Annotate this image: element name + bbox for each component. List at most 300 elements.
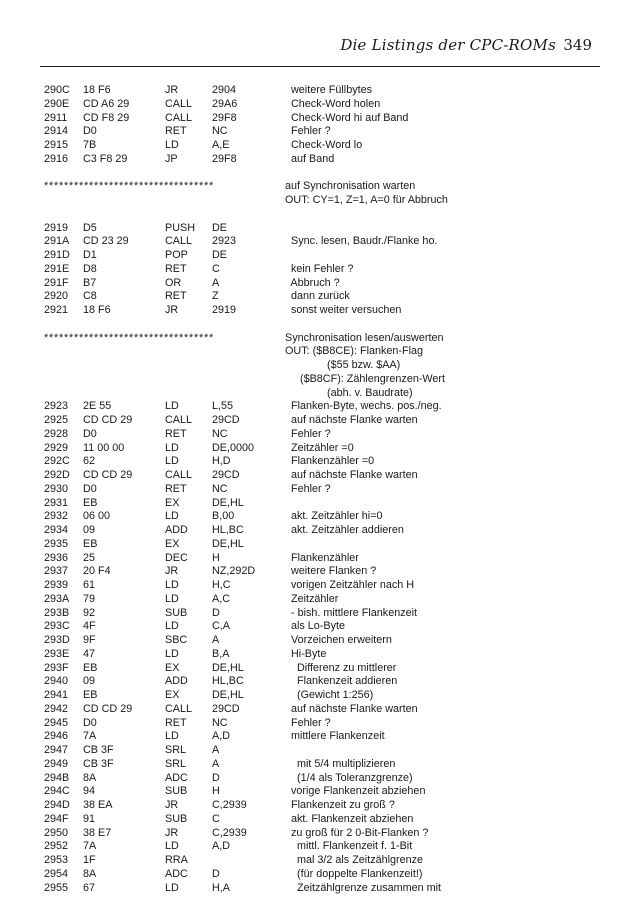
opcode-bytes: EB: [83, 689, 98, 701]
address: 2934: [44, 524, 69, 536]
opcode-bytes: 91: [83, 812, 96, 825]
opcode-bytes: CD CD 29: [83, 702, 133, 715]
opcode-bytes: CD CD 29: [83, 414, 133, 426]
mnemonic: LD: [165, 730, 179, 743]
address: 2947: [44, 744, 69, 756]
listing-row: [0, 648, 630, 662]
opcode-bytes: B7: [83, 276, 97, 289]
operand: DE,0000: [212, 441, 255, 454]
comment: dann zurück: [285, 290, 350, 303]
comment: Check-Word hi auf Band: [285, 111, 409, 124]
address: 2932: [44, 510, 69, 523]
operand: D: [212, 867, 220, 880]
mnemonic: LD: [165, 579, 179, 591]
address: 294B: [44, 771, 70, 784]
operand: 2904: [212, 84, 237, 96]
opcode-bytes: 11 00 00: [83, 441, 125, 454]
operand: DE: [212, 249, 227, 261]
listing-row: [0, 497, 630, 511]
address: 290C: [44, 84, 70, 96]
address: 2931: [44, 496, 69, 509]
address: 293A: [44, 592, 70, 605]
listing-row: [0, 98, 630, 112]
listing-row: [0, 634, 630, 648]
mnemonic: DEC: [165, 551, 188, 564]
comment: vorige Flankenzeit abziehen: [285, 785, 426, 798]
comment: zu groß für 2 0-Bit-Flanken ?: [285, 826, 429, 839]
address: 294F: [44, 812, 69, 825]
opcode-bytes: 2E 55: [83, 400, 112, 413]
listing-row: [0, 373, 630, 387]
listing-row: [0, 882, 630, 896]
listing-row: [0, 662, 630, 676]
opcode-bytes: 7B: [83, 139, 97, 151]
opcode-bytes: CB 3F: [83, 744, 114, 756]
header-rule: [40, 66, 600, 67]
listing-row: [0, 208, 630, 222]
mnemonic: RET: [165, 482, 187, 495]
listing-row: [0, 675, 630, 689]
mnemonic: SRL: [165, 744, 187, 756]
address: 293D: [44, 634, 70, 646]
address: 2930: [44, 482, 69, 495]
mnemonic: RET: [165, 716, 187, 729]
mnemonic: SUB: [165, 606, 188, 619]
mnemonic: CALL: [165, 97, 193, 110]
operand: DE: [212, 221, 227, 234]
mnemonic: RET: [165, 290, 187, 303]
listing-row: [0, 112, 630, 126]
comment: vorigen Zeitzähler nach H: [285, 579, 415, 591]
operand: D: [212, 606, 220, 619]
comment: Vorzeichen erweitern: [285, 634, 392, 646]
comment: OUT: ($B8CE): Flanken-Flag: [285, 345, 424, 358]
comment: Zeitzähler: [285, 592, 339, 605]
opcode-bytes: EB: [83, 661, 98, 674]
comment: auf Synchronisation warten: [285, 180, 416, 193]
opcode-bytes: 79: [83, 592, 96, 605]
opcode-bytes: 4F: [83, 620, 96, 633]
opcode-bytes: 94: [83, 785, 96, 798]
mnemonic: EX: [165, 661, 180, 674]
operand: NC: [212, 482, 228, 495]
listing-row: [0, 483, 630, 497]
address: 2929: [44, 441, 69, 454]
comment: mittlere Flankenzeit: [285, 730, 385, 743]
address: 294D: [44, 799, 70, 811]
address: 2939: [44, 579, 69, 591]
section-separator-row: [0, 180, 630, 194]
operand: A,D: [212, 730, 230, 743]
address: 2950: [44, 826, 69, 839]
operand: A: [212, 757, 220, 770]
mnemonic: PUSH: [165, 221, 195, 234]
comment: kein Fehler ?: [285, 262, 354, 275]
comment: auf nächste Flanke warten: [285, 702, 418, 715]
listing-row: [0, 222, 630, 236]
listing-row: [0, 758, 630, 772]
opcode-bytes: D8: [83, 262, 97, 275]
opcode-bytes: 09: [83, 675, 96, 688]
mnemonic: JR: [165, 304, 179, 316]
mnemonic: SUB: [165, 812, 188, 825]
opcode-bytes: C3 F8 29: [83, 152, 128, 165]
listing-row: [0, 827, 630, 841]
address: 292C: [44, 455, 70, 468]
opcode-bytes: 7A: [83, 730, 97, 743]
mnemonic: LD: [165, 139, 179, 151]
address: 291D: [44, 249, 70, 261]
address: 2914: [44, 125, 69, 138]
listing-row: [0, 703, 630, 717]
separator-stars: **********************************: [44, 331, 215, 344]
address: 2952: [44, 840, 69, 853]
operand: NC: [212, 716, 228, 729]
operand: 2919: [212, 304, 237, 316]
opcode-bytes: D0: [83, 427, 97, 440]
address: 2949: [44, 757, 69, 770]
opcode-bytes: D0: [83, 716, 97, 729]
operand: HL,BC: [212, 524, 244, 536]
listing-row: [0, 153, 630, 167]
listing-row: [0, 840, 630, 854]
address: 291E: [44, 262, 70, 275]
operand: NZ,292D: [212, 565, 256, 578]
comment: auf Band: [285, 152, 335, 165]
assembly-listing: [0, 84, 630, 895]
operand: DE,HL: [212, 496, 244, 509]
opcode-bytes: D1: [83, 249, 97, 261]
opcode-bytes: CD CD 29: [83, 469, 133, 481]
operand: 29A6: [212, 97, 238, 110]
operand: H,C: [212, 579, 231, 591]
listing-row: [0, 139, 630, 153]
mnemonic: LD: [165, 400, 179, 413]
address: 2919: [44, 221, 69, 234]
operand: NC: [212, 125, 228, 138]
listing-row: [0, 263, 630, 277]
operand: 29CD: [212, 469, 240, 481]
mnemonic: SBC: [165, 634, 188, 646]
address: 2915: [44, 139, 69, 151]
mnemonic: RET: [165, 262, 187, 275]
mnemonic: RET: [165, 427, 187, 440]
listing-row: [0, 125, 630, 139]
mnemonic: JP: [165, 152, 178, 165]
comment: (1/4 als Toleranzgrenze): [285, 771, 413, 784]
address: 290E: [44, 97, 70, 110]
opcode-bytes: 61: [83, 579, 96, 591]
operand: C,A: [212, 620, 230, 633]
operand: 2923: [212, 235, 237, 248]
comment: Sync. lesen, Baudr./Flanke ho.: [285, 235, 438, 248]
opcode-bytes: 38 EA: [83, 799, 113, 811]
comment: Fehler ?: [285, 482, 331, 495]
comment: Flankenzeit zu groß ?: [285, 799, 395, 811]
opcode-bytes: 7A: [83, 840, 97, 853]
address: 2935: [44, 537, 69, 550]
mnemonic: POP: [165, 249, 188, 261]
operand: H: [212, 551, 220, 564]
opcode-bytes: 8A: [83, 771, 97, 784]
mnemonic: ADD: [165, 675, 188, 688]
comment: - bish. mittlere Flankenzeit: [285, 606, 418, 619]
page-header-title: Die Listings der CPC-ROMs: [340, 36, 556, 54]
operand: DE,HL: [212, 661, 244, 674]
listing-row: [0, 428, 630, 442]
listing-row: [0, 277, 630, 291]
mnemonic: JR: [165, 565, 179, 578]
listing-row: [0, 579, 630, 593]
comment: sonst weiter versuchen: [285, 304, 402, 316]
operand: 29F8: [212, 111, 237, 124]
comment: ($B8CF): Zählengrenzen-Wert: [285, 372, 446, 385]
opcode-bytes: D5: [83, 221, 97, 234]
listing-row: [0, 167, 630, 181]
mnemonic: JR: [165, 799, 179, 811]
comment: auf nächste Flanke warten: [285, 414, 418, 426]
comment: Zeitzählgrenze zusammen mit: [285, 881, 442, 894]
address: 292D: [44, 469, 70, 481]
listing-row: [0, 524, 630, 538]
listing-row: [0, 469, 630, 483]
operand: A,C: [212, 592, 230, 605]
listing-row: [0, 359, 630, 373]
operand: 29CD: [212, 702, 240, 715]
address: 2923: [44, 400, 69, 413]
mnemonic: JR: [165, 826, 179, 839]
listing-row: [0, 455, 630, 469]
comment: Flankenzeit addieren: [285, 675, 398, 688]
listing-row: [0, 290, 630, 304]
operand: C: [212, 812, 220, 825]
comment: mit 5/4 multiplizieren: [285, 757, 396, 770]
opcode-bytes: 09: [83, 524, 96, 536]
comment: Check-Word holen: [285, 97, 381, 110]
operand: C,2939: [212, 799, 247, 811]
listing-row: [0, 442, 630, 456]
mnemonic: LD: [165, 881, 179, 894]
operand: B,A: [212, 647, 230, 660]
address: 2928: [44, 427, 69, 440]
comment: weitere Flanken ?: [285, 565, 377, 578]
listing-row: [0, 744, 630, 758]
mnemonic: OR: [165, 276, 182, 289]
listing-row: [0, 689, 630, 703]
comment: akt. Zeitzähler hi=0: [285, 510, 383, 523]
opcode-bytes: CD A6 29: [83, 97, 130, 110]
comment: Zeitzähler =0: [285, 441, 354, 454]
listing-row: [0, 730, 630, 744]
address: 2953: [44, 854, 69, 866]
opcode-bytes: 92: [83, 606, 96, 619]
address: 2916: [44, 152, 69, 165]
listing-row: [0, 345, 630, 359]
address: 2940: [44, 675, 69, 688]
listing-row: [0, 84, 630, 98]
listing-row: [0, 538, 630, 552]
address: 2925: [44, 414, 69, 426]
comment: (abh. v. Baudrate): [285, 386, 413, 399]
listing-row: [0, 799, 630, 813]
listing-row: [0, 813, 630, 827]
listing-row: [0, 593, 630, 607]
address: 2942: [44, 702, 69, 715]
comment: weitere Füllbytes: [285, 84, 373, 96]
operand: C,2939: [212, 826, 247, 839]
comment: (Gewicht 1:256): [285, 689, 374, 701]
mnemonic: RET: [165, 125, 187, 138]
comment: Flankenzähler: [285, 551, 359, 564]
opcode-bytes: 06 00: [83, 510, 111, 523]
operand: DE,HL: [212, 689, 244, 701]
mnemonic: CALL: [165, 235, 193, 248]
comment: OUT: CY=1, Z=1, A=0 für Abbruch: [285, 194, 448, 206]
operand: A,E: [212, 139, 230, 151]
listing-row: [0, 235, 630, 249]
opcode-bytes: 8A: [83, 867, 97, 880]
comment: akt. Flankenzeit abziehen: [285, 812, 414, 825]
mnemonic: ADC: [165, 771, 188, 784]
opcode-bytes: 62: [83, 455, 96, 468]
address: 293E: [44, 647, 70, 660]
operand: A: [212, 744, 220, 756]
opcode-bytes: 20 F4: [83, 565, 111, 578]
listing-row: [0, 868, 630, 882]
opcode-bytes: D0: [83, 482, 97, 495]
mnemonic: ADC: [165, 867, 188, 880]
listing-row: [0, 249, 630, 263]
operand: A: [212, 276, 220, 289]
mnemonic: EX: [165, 689, 180, 701]
mnemonic: CALL: [165, 702, 193, 715]
listing-row: [0, 565, 630, 579]
comment: Fehler ?: [285, 125, 331, 138]
address: 291A: [44, 235, 70, 248]
address: 294C: [44, 785, 70, 798]
operand: B,00: [212, 510, 235, 523]
address: 2911: [44, 111, 68, 124]
listing-row: [0, 400, 630, 414]
mnemonic: SRL: [165, 757, 187, 770]
address: 293F: [44, 661, 69, 674]
operand: NC: [212, 427, 228, 440]
address: 2921: [44, 304, 69, 316]
operand: DE,HL: [212, 537, 244, 550]
mnemonic: LD: [165, 592, 179, 605]
mnemonic: LD: [165, 441, 179, 454]
comment: auf nächste Flanke warten: [285, 469, 418, 481]
comment: als Lo-Byte: [285, 620, 346, 633]
comment: Abbruch ?: [285, 276, 340, 289]
address: 2945: [44, 716, 69, 729]
address: 2937: [44, 565, 69, 578]
opcode-bytes: CD F8 29: [83, 111, 130, 124]
opcode-bytes: 18 F6: [83, 304, 111, 316]
opcode-bytes: EB: [83, 537, 98, 550]
address: 2954: [44, 867, 69, 880]
operand: D: [212, 771, 220, 784]
operand: A,D: [212, 840, 230, 853]
opcode-bytes: C8: [83, 290, 97, 303]
comment: (für doppelte Flankenzeit!): [285, 867, 423, 880]
opcode-bytes: 18 F6: [83, 84, 111, 96]
address: 2941: [44, 689, 69, 701]
opcode-bytes: 1F: [83, 854, 96, 866]
listing-row: [0, 785, 630, 799]
page-number: 349: [563, 36, 592, 54]
operand: 29F8: [212, 152, 237, 165]
operand: H,D: [212, 455, 231, 468]
mnemonic: LD: [165, 510, 179, 523]
address: 291F: [44, 276, 69, 289]
listing-row: [0, 194, 630, 208]
comment: Fehler ?: [285, 427, 331, 440]
mnemonic: CALL: [165, 469, 193, 481]
operand: H,A: [212, 881, 230, 894]
opcode-bytes: CD 23 29: [83, 235, 129, 248]
comment: Flankenzähler =0: [285, 455, 375, 468]
comment: mittl. Flankenzeit f. 1-Bit: [285, 840, 413, 853]
comment: Flanken-Byte, wechs. pos./neg.: [285, 400, 442, 413]
address: 2936: [44, 551, 69, 564]
listing-row: [0, 607, 630, 621]
opcode-bytes: D0: [83, 125, 97, 138]
comment: akt. Zeitzähler addieren: [285, 524, 404, 536]
listing-row: [0, 772, 630, 786]
mnemonic: EX: [165, 537, 180, 550]
operand: 29CD: [212, 414, 240, 426]
opcode-bytes: 38 E7: [83, 826, 112, 839]
listing-row: [0, 304, 630, 318]
operand: A: [212, 634, 220, 646]
listing-row: [0, 552, 630, 566]
opcode-bytes: 25: [83, 551, 96, 564]
opcode-bytes: 47: [83, 647, 96, 660]
mnemonic: LD: [165, 840, 179, 853]
listing-row: [0, 854, 630, 868]
opcode-bytes: 9F: [83, 634, 96, 646]
mnemonic: RRA: [165, 854, 188, 866]
operand: HL,BC: [212, 675, 244, 688]
listing-row: [0, 620, 630, 634]
comment: Synchronisation lesen/auswerten: [285, 331, 444, 344]
operand: C: [212, 262, 220, 275]
comment: mal 3/2 als Zeitzählgrenze: [285, 854, 424, 866]
address: 293B: [44, 606, 70, 619]
opcode-bytes: CB 3F: [83, 757, 114, 770]
mnemonic: EX: [165, 496, 180, 509]
opcode-bytes: 67: [83, 881, 96, 894]
mnemonic: SUB: [165, 785, 188, 798]
mnemonic: ADD: [165, 524, 188, 536]
section-separator-row: [0, 332, 630, 346]
mnemonic: LD: [165, 455, 179, 468]
comment: Hi-Byte: [285, 647, 327, 660]
listing-row: [0, 414, 630, 428]
mnemonic: CALL: [165, 111, 193, 124]
operand: L,55: [212, 400, 234, 413]
address: 2920: [44, 290, 69, 303]
comment: Check-Word lo: [285, 139, 363, 151]
listing-row: [0, 318, 630, 332]
listing-row: [0, 387, 630, 401]
comment: ($55 bzw. $AA): [285, 359, 401, 371]
mnemonic: LD: [165, 620, 179, 633]
mnemonic: CALL: [165, 414, 193, 426]
comment: Differenz zu mittlerer: [285, 661, 397, 674]
listing-row: [0, 510, 630, 524]
